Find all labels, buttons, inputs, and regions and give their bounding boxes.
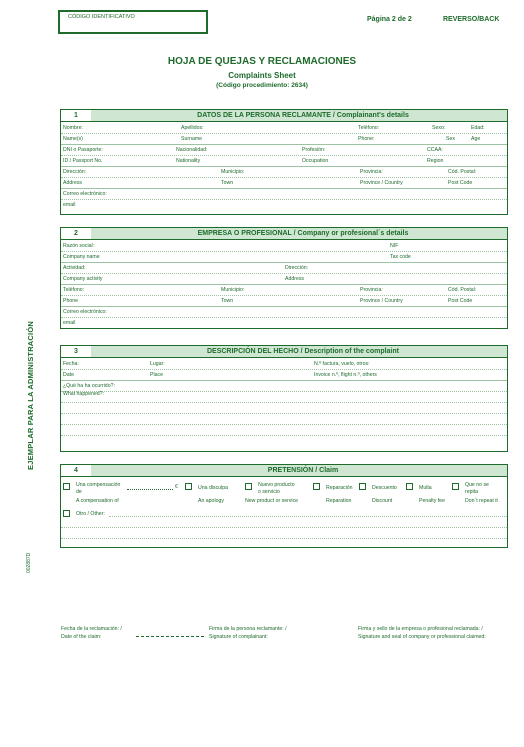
side-label: REVERSO/BACK <box>443 16 500 23</box>
checkbox-discount[interactable] <box>359 483 366 490</box>
compensation-amount-field[interactable] <box>127 489 173 490</box>
section-header <box>61 346 507 358</box>
other-field[interactable] <box>109 516 507 517</box>
id-code-label: CÓDIGO IDENTIFICATIVO <box>68 14 135 20</box>
section-description: 3 DESCRIPCIÓN DEL HECHO / Description of the complaint Fecha: Lugar: N.º factura, vuelo, otros: Date Place Invoice n.º, flight n.º, others ¿Qué ha ha ocurrido?: What happened?: <box>60 345 508 452</box>
checkbox-penalty[interactable] <box>406 483 413 490</box>
claim-date-field[interactable] <box>136 636 204 637</box>
row-address[interactable]: Dirección: Municipio: Provincia: Cód. Postal: <box>61 166 507 178</box>
checkbox-compensation[interactable] <box>63 483 70 490</box>
id-code-box[interactable] <box>58 10 208 34</box>
procedure-code: (Código procedimiento: 2634) <box>216 82 308 89</box>
section-header <box>61 228 507 240</box>
row-id[interactable]: DNI o Pasaporte: Nacionalidad: Profesión: CCAA: <box>61 144 507 156</box>
section-number: 3 <box>61 346 92 357</box>
row-name[interactable]: Nombre: Apellidos: Teléfono: Sexo: Edad: <box>61 122 507 134</box>
checkbox-other[interactable] <box>63 510 70 517</box>
complainant-signature-label-en[interactable]: Signature of complainant: <box>209 634 268 640</box>
section-title: DESCRIPCIÓN DEL HECHO / Description of the complaint <box>99 346 507 357</box>
claim-date-label: Fecha de la reclamación: / <box>61 626 122 632</box>
section-number: 4 <box>61 465 92 476</box>
claim-date-label-en: Date of the claim: <box>61 634 102 640</box>
section-company: 2 EMPRESA O PROFESIONAL / Company or profesional´s details Razón social: NIF Company name Tax code Actividad: Dirección: Company activity Address Teléfono: Municipio: Provincia: Cód. Postal: Phone Town Province / Country Post Code Correo electrónico: email <box>60 227 508 329</box>
section-number: 1 <box>61 110 92 121</box>
section-title: PRETENSIÓN / Claim <box>99 465 507 476</box>
checkbox-apology[interactable] <box>185 483 192 490</box>
section-header <box>61 110 507 122</box>
section-claim: 4 PRETENSIÓN / Claim Una compensación de € A compensation of Una disculpa An apology Nuevo producto o servicio New product or service Reparación Reparation Descuento Discount Multa Penalty fee Que no se repita Don´t repeat it Otro / Other: <box>60 464 508 548</box>
checkbox-new-product[interactable] <box>245 483 252 490</box>
checkbox-reparation[interactable] <box>313 483 320 490</box>
form-subtitle: Complaints Sheet <box>228 71 296 80</box>
form-title: HOJA DE QUEJAS Y RECLAMACIONES <box>167 56 357 67</box>
section-title: EMPRESA O PROFESIONAL / Company or profesional´s details <box>99 228 507 239</box>
row-date-place[interactable]: Fecha: Lugar: N.º factura, vuelo, otros: <box>61 358 507 370</box>
row-what-happened[interactable]: ¿Qué ha ha ocurrido?: <box>61 380 507 392</box>
row-company-name[interactable]: Razón social: NIF <box>61 240 507 252</box>
section-number: 2 <box>61 228 92 239</box>
row-company-email[interactable]: Correo electrónico: <box>61 306 507 318</box>
row-company-phone[interactable]: Teléfono: Municipio: Provincia: Cód. Postal: <box>61 284 507 296</box>
row-email[interactable]: Correo electrónico: <box>61 188 507 200</box>
complainant-signature-label: Firma de la persona reclamante: / <box>209 626 287 632</box>
company-signature-label-en[interactable]: Signature and seal of company or professional claimed: <box>358 634 486 640</box>
company-signature-label: Firma y sello de la empresa o profesional reclamada: / <box>358 626 483 632</box>
section-title: DATOS DE LA PERSONA RECLAMANTE / Complainant's details <box>99 110 507 121</box>
page-number: Página 2 de 2 <box>367 16 412 23</box>
checkbox-dont-repeat[interactable] <box>452 483 459 490</box>
form-code: 002887D <box>26 552 32 573</box>
row-activity[interactable]: Actividad: Dirección: <box>61 262 507 274</box>
side-copy-text: EJEMPLAR PARA LA ADMINISTRACIÓN <box>26 321 35 470</box>
section-header <box>61 465 507 477</box>
section-complainant: 1 DATOS DE LA PERSONA RECLAMANTE / Complainant's details Nombre: Apellidos: Teléfono: Sexo: Edad: Name(s) Surname Phone: Sex Age DNI o Pasaporte: Nacionalidad: Profesión: CCAA: ID / Passport No. Nationality Occupation Region Dirección: Municipio: Provincia: Cód. Postal: Address Town Province / Country Post Code Correo electrónico: email <box>60 109 508 215</box>
